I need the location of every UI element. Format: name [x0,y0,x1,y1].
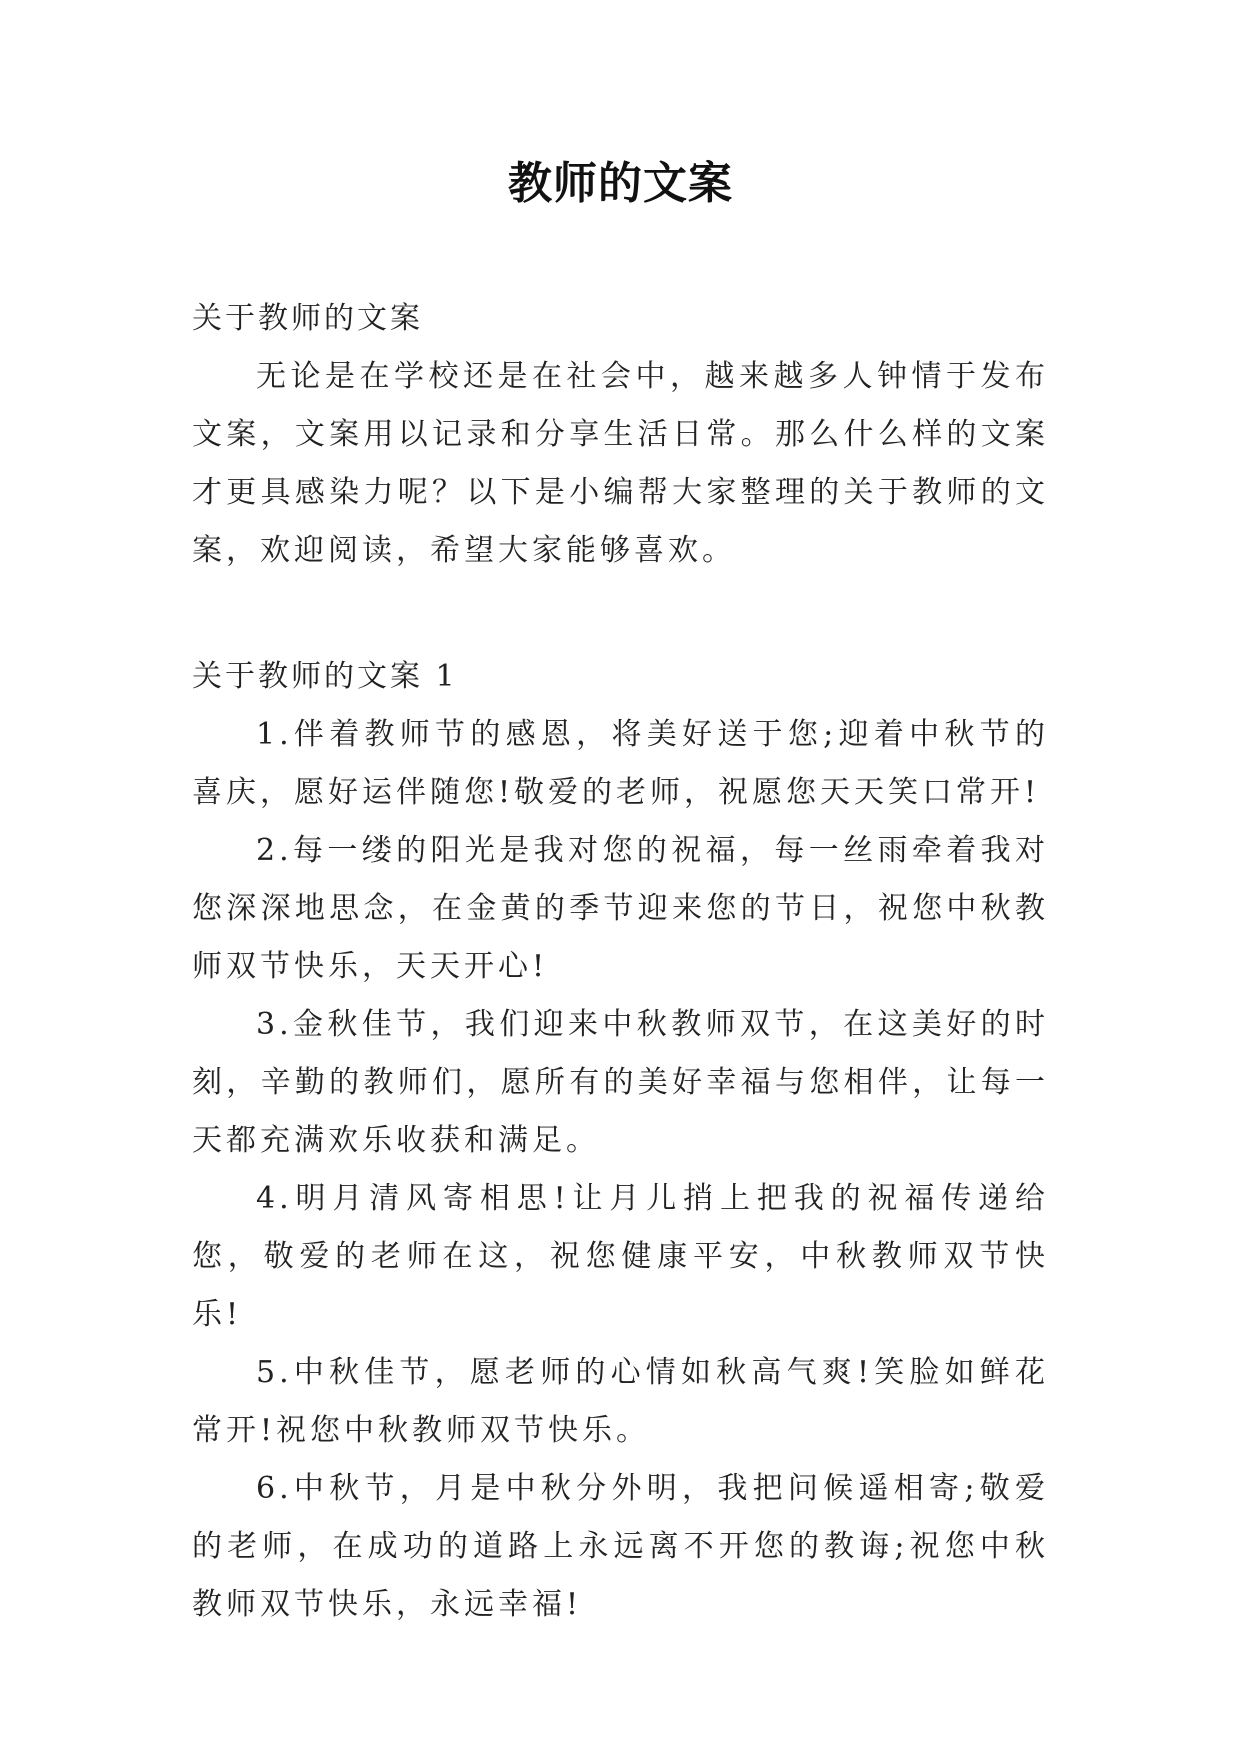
section1-heading: 关于教师的文案 1 [192,659,458,694]
list-item: 3.金秋佳节，我们迎来中秋教师双节，在这美好的时刻，辛勤的教师们，愿所有的美好幸福与您相伴，让每一天都充满欢乐收获和满足。 [192,1007,1049,1158]
intro-paragraph: 无论是在学校还是在社会中，越来越多人钟情于发布文案，文案用以记录和分享生活日常。那么什么样的文案才更具感染力呢？以下是小编帮大家整理的关于教师的文案，欢迎阅读，希望大家能够喜欢。 [192,359,1049,568]
list-item: 4.明月清风寄相思!让月儿捎上把我的祝福传递给您，敬爱的老师在这，祝您健康平安，中秋教师双节快乐! [192,1181,1049,1332]
intro-heading: 关于教师的文案 [192,301,423,336]
list-item: 1.伴着教师节的感恩，将美好送于您;迎着中秋节的喜庆，愿好运伴随您!敬爱的老师，祝愿您天天笑口常开! [192,717,1049,810]
list-item: 5.中秋佳节，愿老师的心情如秋高气爽!笑脸如鲜花常开!祝您中秋教师双节快乐。 [192,1355,1049,1448]
document-body [192,290,1049,1634]
list-item: 2.每一缕的阳光是我对您的祝福，每一丝雨牵着我对您深深地思念，在金黄的季节迎来您的节日，祝您中秋教师双节快乐，天天开心! [192,833,1049,984]
section-spacer [192,580,1049,648]
page-title: 教师的文案 [508,158,733,209]
list-item: 6.中秋节，月是中秋分外明，我把问候遥相寄;敬爱的老师，在成功的道路上永远离不开您的教诲;祝您中秋教师双节快乐，永远幸福! [192,1471,1049,1622]
